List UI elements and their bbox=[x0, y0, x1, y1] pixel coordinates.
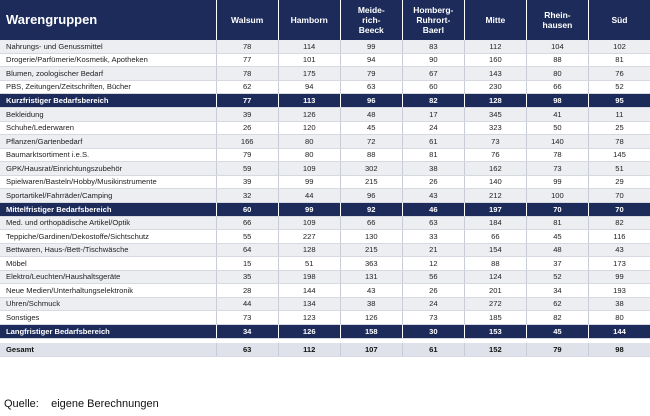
value-cell: 50 bbox=[526, 121, 588, 135]
table-row bbox=[0, 311, 650, 325]
value-cell: 11 bbox=[588, 108, 650, 122]
table-row bbox=[0, 135, 650, 149]
value-cell: 83 bbox=[402, 40, 464, 53]
value-cell: 78 bbox=[526, 148, 588, 162]
row-label: Langfristiger Bedarfsbereich bbox=[0, 324, 216, 338]
table-row bbox=[0, 216, 650, 230]
value-cell: 109 bbox=[278, 216, 340, 230]
value-cell: 175 bbox=[278, 67, 340, 81]
value-cell: 70 bbox=[588, 202, 650, 216]
value-cell: 56 bbox=[402, 270, 464, 284]
value-cell: 48 bbox=[340, 108, 402, 122]
value-cell: 78 bbox=[216, 40, 278, 53]
value-cell: 48 bbox=[526, 243, 588, 257]
value-cell: 140 bbox=[464, 175, 526, 189]
value-cell: 212 bbox=[464, 189, 526, 203]
value-cell: 81 bbox=[588, 53, 650, 67]
value-cell: 67 bbox=[402, 67, 464, 81]
value-cell: 81 bbox=[402, 148, 464, 162]
value-cell: 81 bbox=[526, 216, 588, 230]
source-note: Quelle: eigene Berechnungen bbox=[4, 398, 159, 410]
value-cell: 79 bbox=[216, 148, 278, 162]
value-cell: 123 bbox=[278, 311, 340, 325]
value-cell: 92 bbox=[340, 202, 402, 216]
value-cell: 82 bbox=[588, 216, 650, 230]
total-row bbox=[0, 343, 650, 357]
value-cell: 126 bbox=[278, 324, 340, 338]
value-cell: 134 bbox=[278, 297, 340, 311]
row-label: Sonstiges bbox=[0, 311, 216, 325]
value-cell: 82 bbox=[402, 94, 464, 108]
value-cell: 99 bbox=[278, 202, 340, 216]
value-cell: 33 bbox=[402, 230, 464, 244]
value-cell: 28 bbox=[216, 284, 278, 298]
value-cell: 66 bbox=[526, 80, 588, 94]
subtotal-row bbox=[0, 94, 650, 108]
value-cell: 90 bbox=[402, 53, 464, 67]
value-cell: 66 bbox=[340, 216, 402, 230]
value-cell: 70 bbox=[526, 202, 588, 216]
value-cell: 77 bbox=[216, 94, 278, 108]
value-cell: 70 bbox=[588, 189, 650, 203]
value-cell: 88 bbox=[464, 257, 526, 271]
value-cell: 21 bbox=[402, 243, 464, 257]
value-cell: 29 bbox=[588, 175, 650, 189]
value-cell: 38 bbox=[588, 297, 650, 311]
table-row bbox=[0, 67, 650, 81]
table-row bbox=[0, 284, 650, 298]
value-cell: 41 bbox=[526, 108, 588, 122]
value-cell: 323 bbox=[464, 121, 526, 135]
table-row bbox=[0, 270, 650, 284]
value-cell: 302 bbox=[340, 162, 402, 176]
value-cell: 51 bbox=[278, 257, 340, 271]
value-cell: 66 bbox=[464, 230, 526, 244]
value-cell: 63 bbox=[216, 343, 278, 357]
value-cell: 79 bbox=[340, 67, 402, 81]
value-cell: 12 bbox=[402, 257, 464, 271]
row-label: Mittelfristiger Bedarfsbereich bbox=[0, 202, 216, 216]
row-label: Baumarktsortiment i.e.S. bbox=[0, 148, 216, 162]
value-cell: 99 bbox=[340, 40, 402, 53]
table-row bbox=[0, 297, 650, 311]
value-cell: 184 bbox=[464, 216, 526, 230]
value-cell: 88 bbox=[340, 148, 402, 162]
row-label: Gesamt bbox=[0, 343, 216, 357]
value-cell: 131 bbox=[340, 270, 402, 284]
row-label: Elektro/Leuchten/Haushaltsgeräte bbox=[0, 270, 216, 284]
table-body bbox=[0, 40, 650, 356]
value-cell: 52 bbox=[588, 80, 650, 94]
value-cell: 152 bbox=[464, 343, 526, 357]
table-row bbox=[0, 40, 650, 53]
value-cell: 73 bbox=[402, 311, 464, 325]
value-cell: 43 bbox=[402, 189, 464, 203]
value-cell: 99 bbox=[278, 175, 340, 189]
value-cell: 17 bbox=[402, 108, 464, 122]
value-cell: 32 bbox=[216, 189, 278, 203]
value-cell: 101 bbox=[278, 53, 340, 67]
value-cell: 73 bbox=[216, 311, 278, 325]
value-cell: 154 bbox=[464, 243, 526, 257]
value-cell: 78 bbox=[588, 135, 650, 149]
value-cell: 82 bbox=[526, 311, 588, 325]
value-cell: 80 bbox=[588, 311, 650, 325]
value-cell: 66 bbox=[216, 216, 278, 230]
subtotal-row bbox=[0, 202, 650, 216]
row-label: Neue Medien/Unterhaltungselektronik bbox=[0, 284, 216, 298]
value-cell: 116 bbox=[588, 230, 650, 244]
value-cell: 37 bbox=[526, 257, 588, 271]
row-label: Spielwaren/Basteln/Hobby/Musikinstrumente bbox=[0, 175, 216, 189]
table-row bbox=[0, 189, 650, 203]
value-cell: 15 bbox=[216, 257, 278, 271]
row-label: Pflanzen/Gartenbedarf bbox=[0, 135, 216, 149]
column-header: Süd bbox=[588, 0, 650, 40]
column-header: Hamborn bbox=[278, 0, 340, 40]
value-cell: 26 bbox=[402, 175, 464, 189]
row-label: Bekleidung bbox=[0, 108, 216, 122]
value-cell: 185 bbox=[464, 311, 526, 325]
value-cell: 201 bbox=[464, 284, 526, 298]
value-cell: 99 bbox=[526, 175, 588, 189]
table-row bbox=[0, 148, 650, 162]
subtotal-row bbox=[0, 324, 650, 338]
row-label: GPK/Hausrat/Einrichtungszubehör bbox=[0, 162, 216, 176]
row-label: Sportartikel/Fahrräder/Camping bbox=[0, 189, 216, 203]
value-cell: 38 bbox=[402, 162, 464, 176]
table-row bbox=[0, 108, 650, 122]
value-cell: 100 bbox=[526, 189, 588, 203]
value-cell: 173 bbox=[588, 257, 650, 271]
column-header: Rhein- hausen bbox=[526, 0, 588, 40]
value-cell: 34 bbox=[526, 284, 588, 298]
value-cell: 45 bbox=[526, 230, 588, 244]
value-cell: 95 bbox=[588, 94, 650, 108]
column-header: Mitte bbox=[464, 0, 526, 40]
row-label: Med. und orthopädische Artikel/Optik bbox=[0, 216, 216, 230]
value-cell: 128 bbox=[278, 243, 340, 257]
value-cell: 112 bbox=[464, 40, 526, 53]
value-cell: 51 bbox=[588, 162, 650, 176]
value-cell: 59 bbox=[216, 162, 278, 176]
value-cell: 104 bbox=[526, 40, 588, 53]
value-cell: 128 bbox=[464, 94, 526, 108]
row-label: Bettwaren, Haus-/Bett-/Tischwäsche bbox=[0, 243, 216, 257]
row-label: Drogerie/Parfümerie/Kosmetik, Apotheken bbox=[0, 53, 216, 67]
value-cell: 46 bbox=[402, 202, 464, 216]
value-cell: 272 bbox=[464, 297, 526, 311]
value-cell: 60 bbox=[216, 202, 278, 216]
row-label: Kurzfristiger Bedarfsbereich bbox=[0, 94, 216, 108]
value-cell: 126 bbox=[340, 311, 402, 325]
value-cell: 61 bbox=[402, 135, 464, 149]
header-row bbox=[0, 0, 650, 40]
value-cell: 107 bbox=[340, 343, 402, 357]
value-cell: 43 bbox=[588, 243, 650, 257]
value-cell: 96 bbox=[340, 94, 402, 108]
value-cell: 24 bbox=[402, 297, 464, 311]
table-row bbox=[0, 53, 650, 67]
table-row bbox=[0, 80, 650, 94]
row-label: Möbel bbox=[0, 257, 216, 271]
value-cell: 193 bbox=[588, 284, 650, 298]
value-cell: 44 bbox=[278, 189, 340, 203]
value-cell: 26 bbox=[216, 121, 278, 135]
table-row bbox=[0, 175, 650, 189]
column-header: Walsum bbox=[216, 0, 278, 40]
value-cell: 73 bbox=[526, 162, 588, 176]
value-cell: 63 bbox=[402, 216, 464, 230]
value-cell: 44 bbox=[216, 297, 278, 311]
value-cell: 80 bbox=[526, 67, 588, 81]
value-cell: 126 bbox=[278, 108, 340, 122]
value-cell: 109 bbox=[278, 162, 340, 176]
value-cell: 24 bbox=[402, 121, 464, 135]
value-cell: 99 bbox=[588, 270, 650, 284]
value-cell: 166 bbox=[216, 135, 278, 149]
value-cell: 61 bbox=[402, 343, 464, 357]
value-cell: 34 bbox=[216, 324, 278, 338]
value-cell: 162 bbox=[464, 162, 526, 176]
value-cell: 45 bbox=[340, 121, 402, 135]
value-cell: 227 bbox=[278, 230, 340, 244]
column-header: Meide- rich- Beeck bbox=[340, 0, 402, 40]
value-cell: 77 bbox=[216, 53, 278, 67]
row-label: Nahrungs- und Genussmittel bbox=[0, 40, 216, 53]
value-cell: 363 bbox=[340, 257, 402, 271]
value-cell: 80 bbox=[278, 135, 340, 149]
value-cell: 102 bbox=[588, 40, 650, 53]
value-cell: 98 bbox=[526, 94, 588, 108]
value-cell: 197 bbox=[464, 202, 526, 216]
table-row bbox=[0, 121, 650, 135]
value-cell: 45 bbox=[526, 324, 588, 338]
value-cell: 98 bbox=[588, 343, 650, 357]
table-row bbox=[0, 257, 650, 271]
value-cell: 63 bbox=[340, 80, 402, 94]
value-cell: 96 bbox=[340, 189, 402, 203]
value-cell: 345 bbox=[464, 108, 526, 122]
row-label: Teppiche/Gardinen/Dekostoffe/Sichtschutz bbox=[0, 230, 216, 244]
value-cell: 144 bbox=[588, 324, 650, 338]
value-cell: 198 bbox=[278, 270, 340, 284]
value-cell: 43 bbox=[340, 284, 402, 298]
value-cell: 80 bbox=[278, 148, 340, 162]
table-row bbox=[0, 230, 650, 244]
header-label: Warengruppen bbox=[0, 0, 216, 40]
value-cell: 230 bbox=[464, 80, 526, 94]
value-cell: 52 bbox=[526, 270, 588, 284]
row-label: PBS, Zeitungen/Zeitschriften, Bücher bbox=[0, 80, 216, 94]
value-cell: 215 bbox=[340, 175, 402, 189]
value-cell: 140 bbox=[526, 135, 588, 149]
value-cell: 94 bbox=[340, 53, 402, 67]
value-cell: 55 bbox=[216, 230, 278, 244]
value-cell: 130 bbox=[340, 230, 402, 244]
value-cell: 38 bbox=[340, 297, 402, 311]
table-row bbox=[0, 162, 650, 176]
column-header: Homberg- Ruhrort- Baerl bbox=[402, 0, 464, 40]
value-cell: 64 bbox=[216, 243, 278, 257]
value-cell: 153 bbox=[464, 324, 526, 338]
table-row bbox=[0, 243, 650, 257]
value-cell: 145 bbox=[588, 148, 650, 162]
value-cell: 26 bbox=[402, 284, 464, 298]
value-cell: 88 bbox=[526, 53, 588, 67]
value-cell: 113 bbox=[278, 94, 340, 108]
value-cell: 35 bbox=[216, 270, 278, 284]
row-label: Uhren/Schmuck bbox=[0, 297, 216, 311]
row-label: Blumen, zoologischer Bedarf bbox=[0, 67, 216, 81]
row-label: Schuhe/Lederwaren bbox=[0, 121, 216, 135]
value-cell: 120 bbox=[278, 121, 340, 135]
value-cell: 39 bbox=[216, 175, 278, 189]
value-cell: 73 bbox=[464, 135, 526, 149]
value-cell: 76 bbox=[464, 148, 526, 162]
value-cell: 60 bbox=[402, 80, 464, 94]
value-cell: 215 bbox=[340, 243, 402, 257]
value-cell: 72 bbox=[340, 135, 402, 149]
value-cell: 112 bbox=[278, 343, 340, 357]
value-cell: 78 bbox=[216, 67, 278, 81]
value-cell: 143 bbox=[464, 67, 526, 81]
value-cell: 160 bbox=[464, 53, 526, 67]
value-cell: 124 bbox=[464, 270, 526, 284]
value-cell: 144 bbox=[278, 284, 340, 298]
value-cell: 94 bbox=[278, 80, 340, 94]
value-cell: 62 bbox=[216, 80, 278, 94]
value-cell: 30 bbox=[402, 324, 464, 338]
value-cell: 158 bbox=[340, 324, 402, 338]
value-cell: 62 bbox=[526, 297, 588, 311]
value-cell: 25 bbox=[588, 121, 650, 135]
value-cell: 114 bbox=[278, 40, 340, 53]
value-cell: 39 bbox=[216, 108, 278, 122]
value-cell: 76 bbox=[588, 67, 650, 81]
value-cell: 79 bbox=[526, 343, 588, 357]
